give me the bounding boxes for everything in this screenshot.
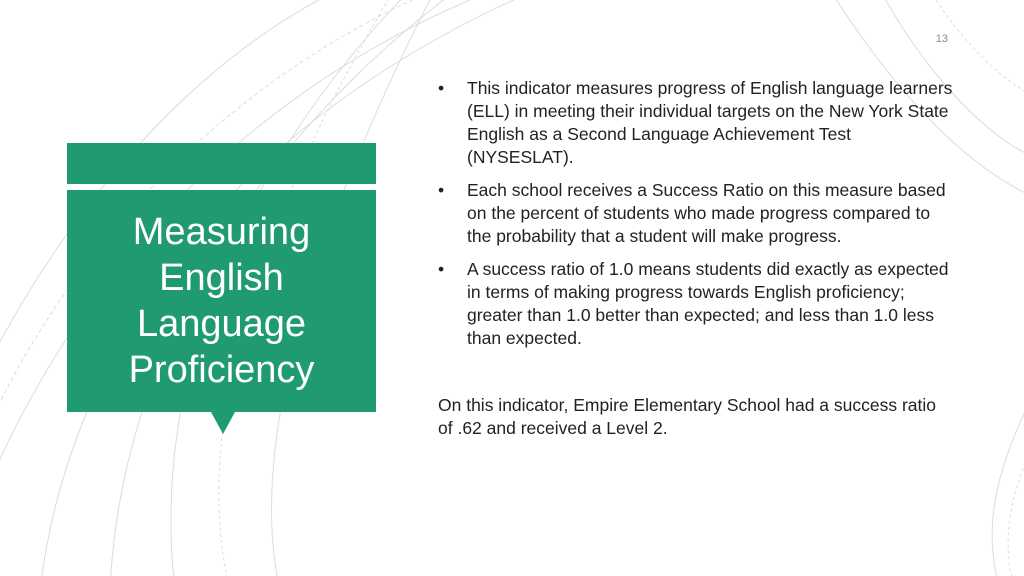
title-pointer [211,412,235,434]
title-box [67,190,376,412]
bullet-text: This indicator measures progress of English language learners (ELL) in meeting their individual targets on the New York State English as a Second Language Achievement Test (NYSESLAT). [467,78,953,167]
bullet-marker: • [438,259,445,279]
bullet-text: Each school receives a Success Ratio on this measure based on the percent of students who made progress compared to the probability that a student will make progress. [467,180,946,246]
arc-line [1008,430,1024,576]
slide-title: Measuring English Language Proficiency [128,211,315,391]
bullet-item [438,258,953,350]
bullet-marker: • [438,78,445,98]
bullet-text: A success ratio of 1.0 means students did exactly as expected in terms of making progress towards English proficiency; greater than 1.0 better than expected; and less than 1.0 less than expected. [467,259,949,348]
summary-text: On this indicator, Empire Elementary School had a success ratio of .62 and received a Level 2. [438,395,937,438]
accent-bar [67,143,376,184]
bullet-item [438,77,953,169]
content-area [438,77,953,458]
bullet-item [438,179,953,248]
bullet-list [438,77,953,350]
bullet-marker: • [438,180,445,200]
slide-number: 13 [935,33,948,45]
